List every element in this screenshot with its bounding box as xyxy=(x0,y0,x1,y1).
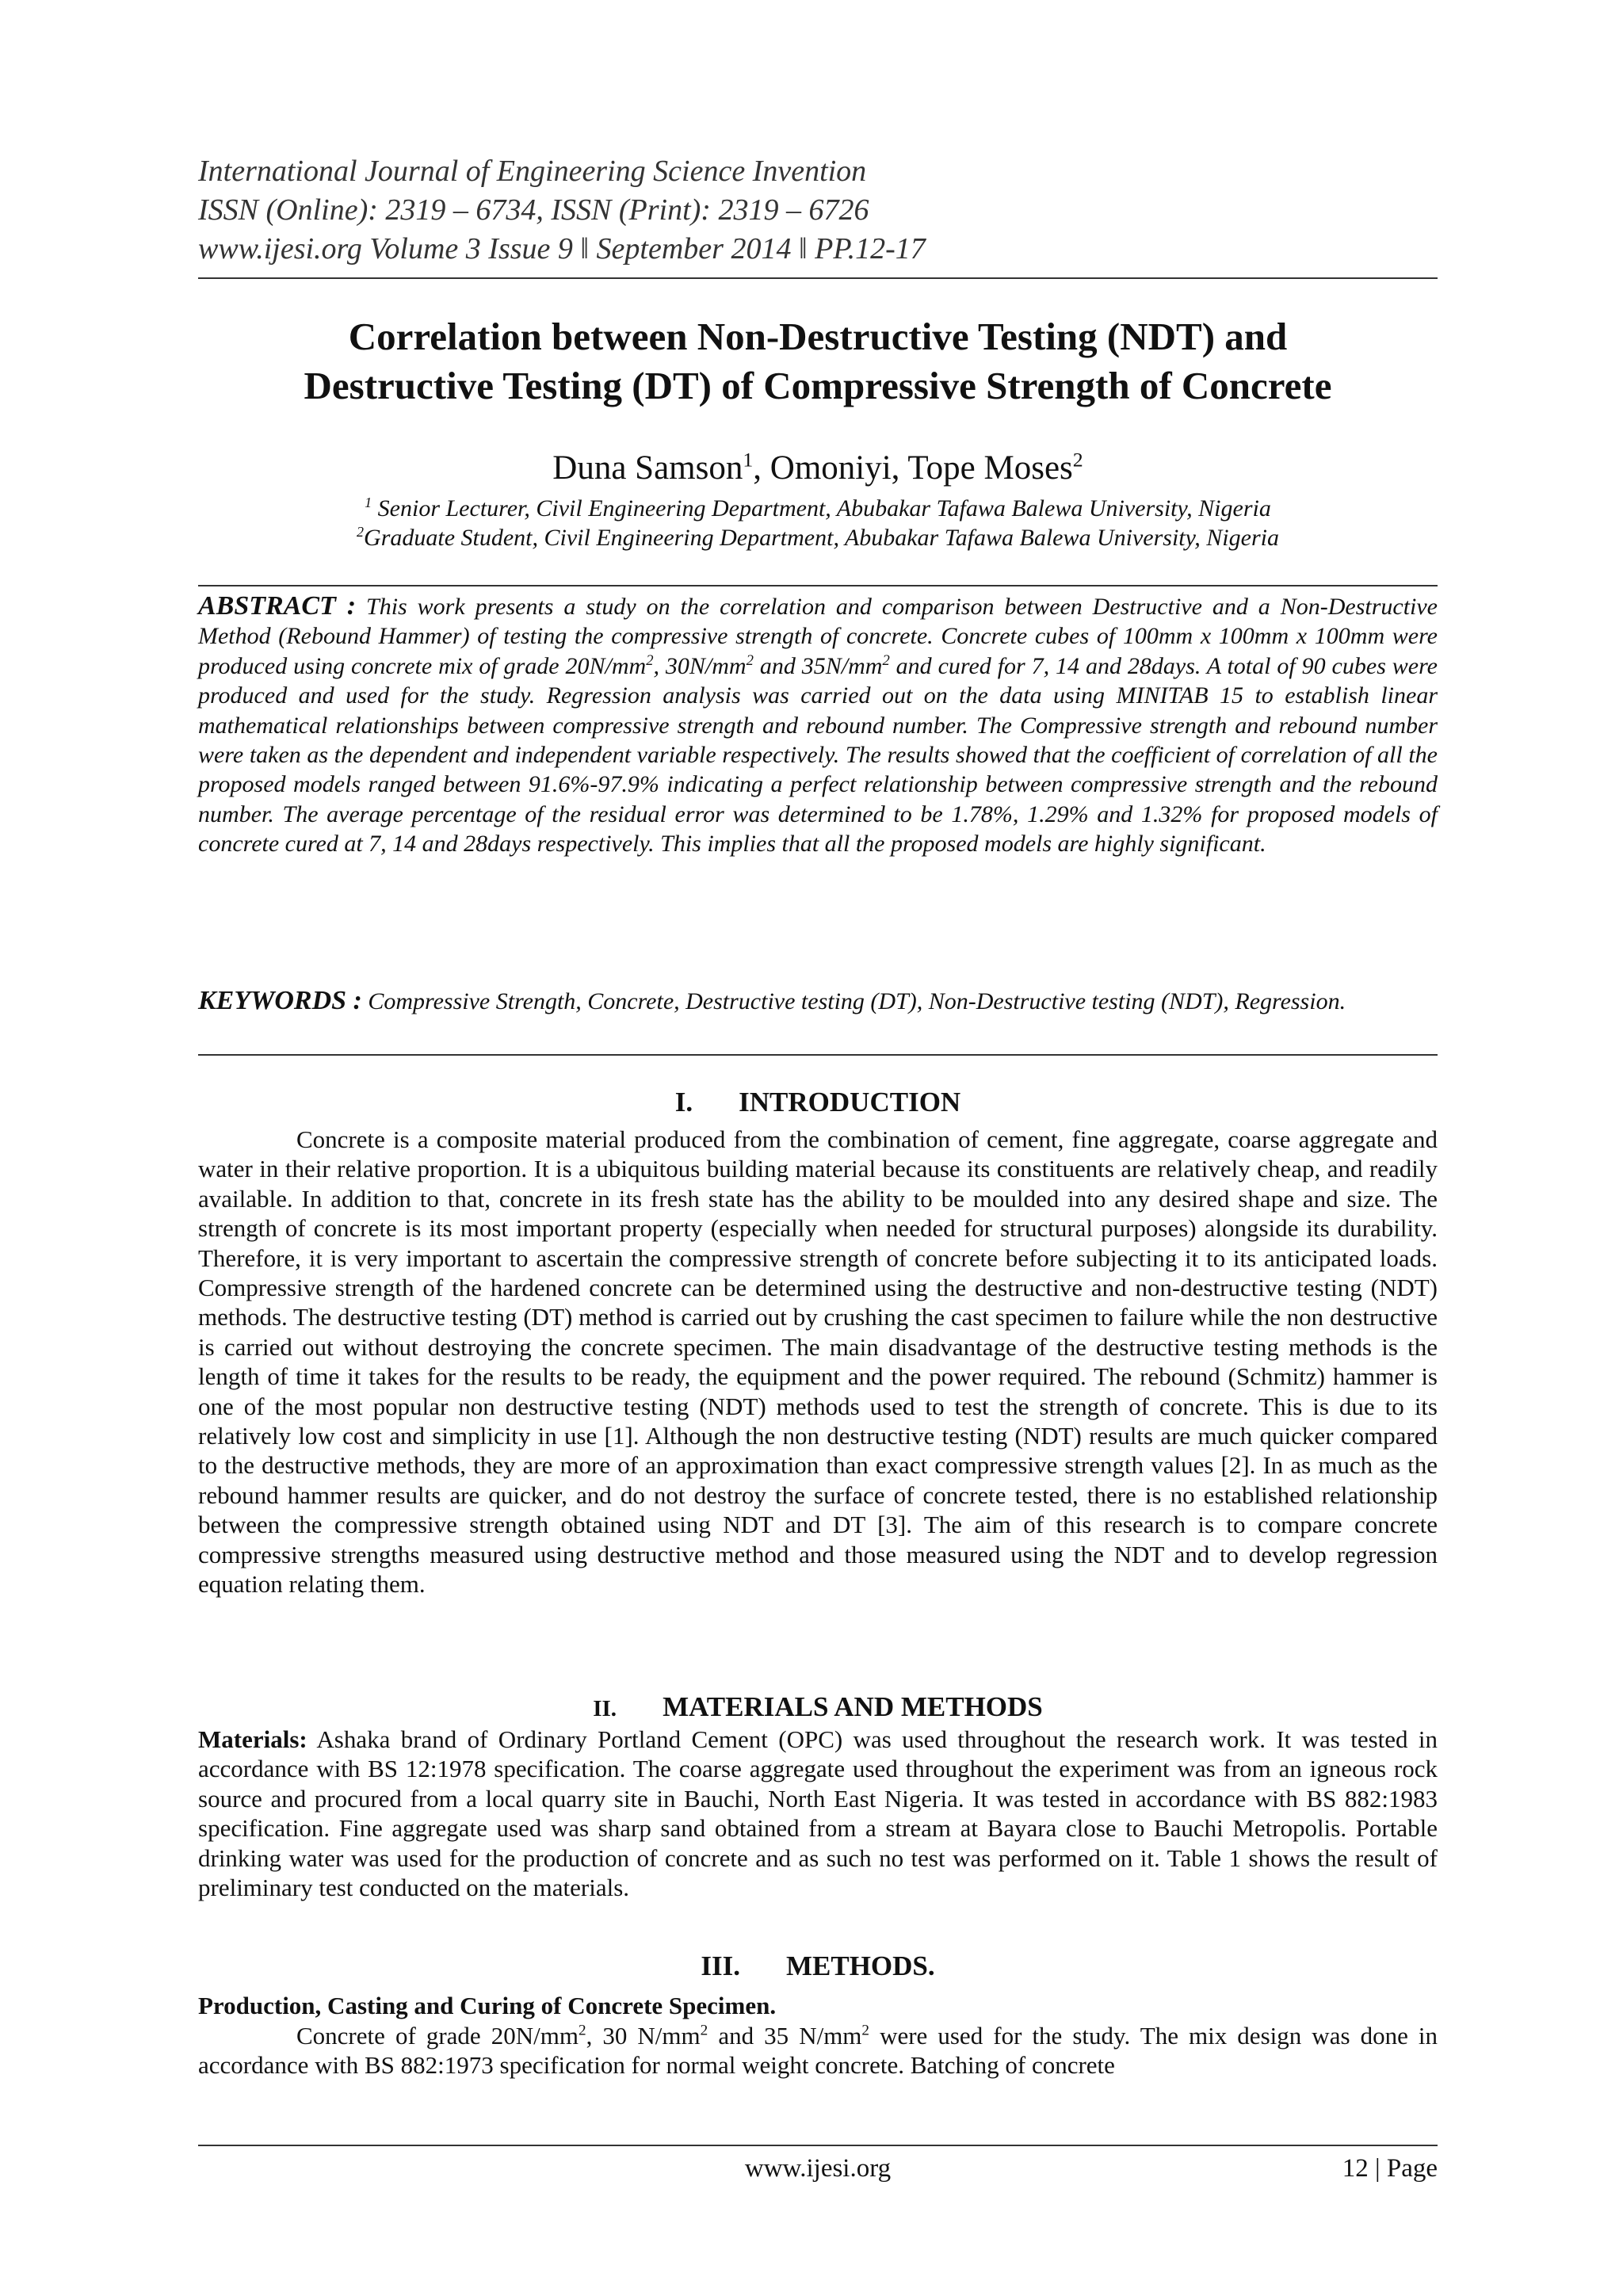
paper-title xyxy=(198,312,1438,411)
section-heading-methods xyxy=(198,1950,1438,1983)
affiliation-1 xyxy=(198,494,1438,523)
section-title: METHODS. xyxy=(785,1950,935,1981)
abstract-sup-1: 2 xyxy=(646,651,654,669)
abstract-text-3: and 35N/mm xyxy=(753,652,883,679)
footer-url: www.ijesi.org xyxy=(744,2154,892,2183)
methods-sup-2: 2 xyxy=(700,2022,708,2039)
methods-paragraph xyxy=(198,2021,1438,2080)
section-heading-materials xyxy=(198,1690,1438,1725)
journal-volume-line: www.ijesi.org Volume 3 Issue 9 ǁ September 2014 ǁ PP.12-17 xyxy=(198,232,926,266)
journal-header xyxy=(198,152,1438,269)
affiliation-1-text: Senior Lecturer, Civil Engineering Department, Abubakar Tafawa Balewa University, Nigeria xyxy=(372,495,1271,521)
abstract-text-1: This work presents a study on the correlation and comparison between Destructive and a Non-Destructive Method (Rebound Hammer) of testing the compressive strength of concrete. Concrete cubes of 100mm x 100mm x 100mm were produced using concrete mix of grade 20N/mm xyxy=(198,594,1438,679)
footer-rule xyxy=(198,2145,1438,2146)
methods-text-3: and 35 N/mm xyxy=(708,2022,862,2050)
title-line-2: Destructive Testing (DT) of Compressive Strength of Concrete xyxy=(304,364,1332,407)
section-title: MATERIALS AND METHODS xyxy=(663,1691,1043,1722)
author-1-affiliation-marker: 1 xyxy=(743,448,754,472)
title-line-1: Correlation between Non-Destructive Testing (NDT) and xyxy=(348,315,1288,358)
section-number: I. xyxy=(674,1087,693,1117)
affiliation-2 xyxy=(198,523,1438,552)
author-2-affiliation-marker: 2 xyxy=(1072,448,1083,472)
abstract-text-4: and cured for 7, 14 and 28days. A total of 90 cubes were produced and used for the study. Regression analysis was carried out on the data using MINITAB 15 to establish linear mathematical relationships between compressive strength and rebound number. The Compressive strength and rebound number were taken as the dependent and independent variable respectively. The results showed that the coefficient of correlation of all the proposed models ranged between 91.6%-97.9% indicating a perfect relationship between compressive strength and the rebound number. The average percentage of the residual error was determined to be 1.78%, 1.29% and 1.32% for proposed models of concrete cured at 7, 14 and 28days respectively. This implies that all the proposed models are highly significant. xyxy=(198,652,1438,858)
abstract-top-rule xyxy=(198,585,1438,586)
journal-issn: ISSN (Online): 2319 – 6734, ISSN (Print): 2319 – 6726 xyxy=(198,193,869,227)
abstract-sup-2: 2 xyxy=(746,651,754,669)
keywords-label: KEYWORDS : xyxy=(198,986,362,1015)
section-title: INTRODUCTION xyxy=(739,1087,961,1117)
materials-text: Ashaka brand of Ordinary Portland Cement (OPC) was used throughout the research work. It was tested in accordance with BS 12:1978 specification. The coarse aggregate used throughout the experiment was from an igneous rock source and procured from a local quarry site in Bauchi, North East Nigeria. It was tested in accordance with BS 882:1983 specification. Fine aggregate used was sharp sand obtained from a stream at Bayara close to Bauchi Metropolis. Portable drinking water was used for the production of concrete and as such no test was performed on it. Table 1 shows the result of preliminary test conducted on the materials. xyxy=(198,1725,1438,1902)
keywords xyxy=(198,986,1438,1016)
affiliation-2-marker: 2 xyxy=(357,524,365,540)
materials-label: Materials: xyxy=(198,1725,307,1753)
journal-name: International Journal of Engineering Science Invention xyxy=(198,155,867,188)
methods-sup-3: 2 xyxy=(861,2022,870,2039)
author-1: Duna Samson xyxy=(552,449,743,487)
author-list xyxy=(198,448,1438,489)
abstract-text-2: , 30N/mm xyxy=(653,652,747,679)
footer-page-number: 12 | Page xyxy=(1342,2154,1438,2183)
author-2: , Omoniyi, Tope Moses xyxy=(753,449,1073,487)
keywords-bottom-rule xyxy=(198,1054,1438,1056)
methods-text-2: , 30 N/mm xyxy=(586,2022,701,2050)
section-number: III. xyxy=(701,1950,740,1981)
header-rule xyxy=(198,277,1438,279)
affiliation-1-marker: 1 xyxy=(365,495,372,510)
methods-text-1: Concrete of grade 20N/mm xyxy=(296,2022,579,2050)
methods-text-4: were used for the study. The mix design was done in accordance with BS 882:1973 specification for normal weight concrete. Batching of concrete xyxy=(198,2022,1438,2080)
methods-subheading: Production, Casting and Curing of Concrete Specimen. xyxy=(198,1992,777,2019)
affiliation-2-text: Graduate Student, Civil Engineering Department, Abubakar Tafawa Balewa University, Nigeria xyxy=(364,525,1279,551)
keywords-text: Compressive Strength, Concrete, Destructive testing (DT), Non-Destructive testing (NDT), Regression. xyxy=(361,988,1346,1014)
section-number: II. xyxy=(593,1696,617,1721)
abstract-sup-3: 2 xyxy=(882,651,890,669)
section-heading-introduction xyxy=(198,1086,1438,1119)
abstract-label: ABSTRACT : xyxy=(198,591,357,621)
abstract xyxy=(198,591,1438,859)
methods-sup-1: 2 xyxy=(578,2022,586,2039)
materials-paragraph xyxy=(198,1725,1438,1902)
introduction-paragraph: Concrete is a composite material produced from the combination of cement, fine aggregate, coarse aggregate and water in their relative proportion. It is a ubiquitous building material because its constituents are relatively cheap, and readily available. In addition to that, concrete in its fresh state has the ability to be moulded into any desired shape and size. The strength of concrete is its most important property (especially when needed for structural purposes) alongside its durability. Therefore, it is very important to ascertain the compressive strength of concrete before subjecting it to its anticipated loads. Compressive strength of the hardened concrete can be determined using the destructive and non-destructive testing (NDT) methods. The destructive testing (DT) method is carried out by crushing the cast specimen to failure while the non destructive is carried out without destroying the concrete specimen. The main disadvantage of the destructive testing methods is the length of time it takes for the results to be ready, the equipment and the power required. The rebound (Schmitz) hammer is one of the most popular non destructive testing (NDT) methods used to test the strength of concrete. This is due to its relatively low cost and simplicity in use [1]. Although the non destructive testing (NDT) results are much quicker compared to the destructive methods, they are more of an approximation than exact compressive strength values [2]. In as much as the rebound hammer results are quicker, and do not destroy the surface of concrete tested, there is no established relationship between the compressive strength obtained using NDT and DT [3]. The aim of this research is to compare concrete compressive strengths measured using destructive method and those measured using the NDT and to develop regression equation relating them. xyxy=(198,1125,1438,1599)
